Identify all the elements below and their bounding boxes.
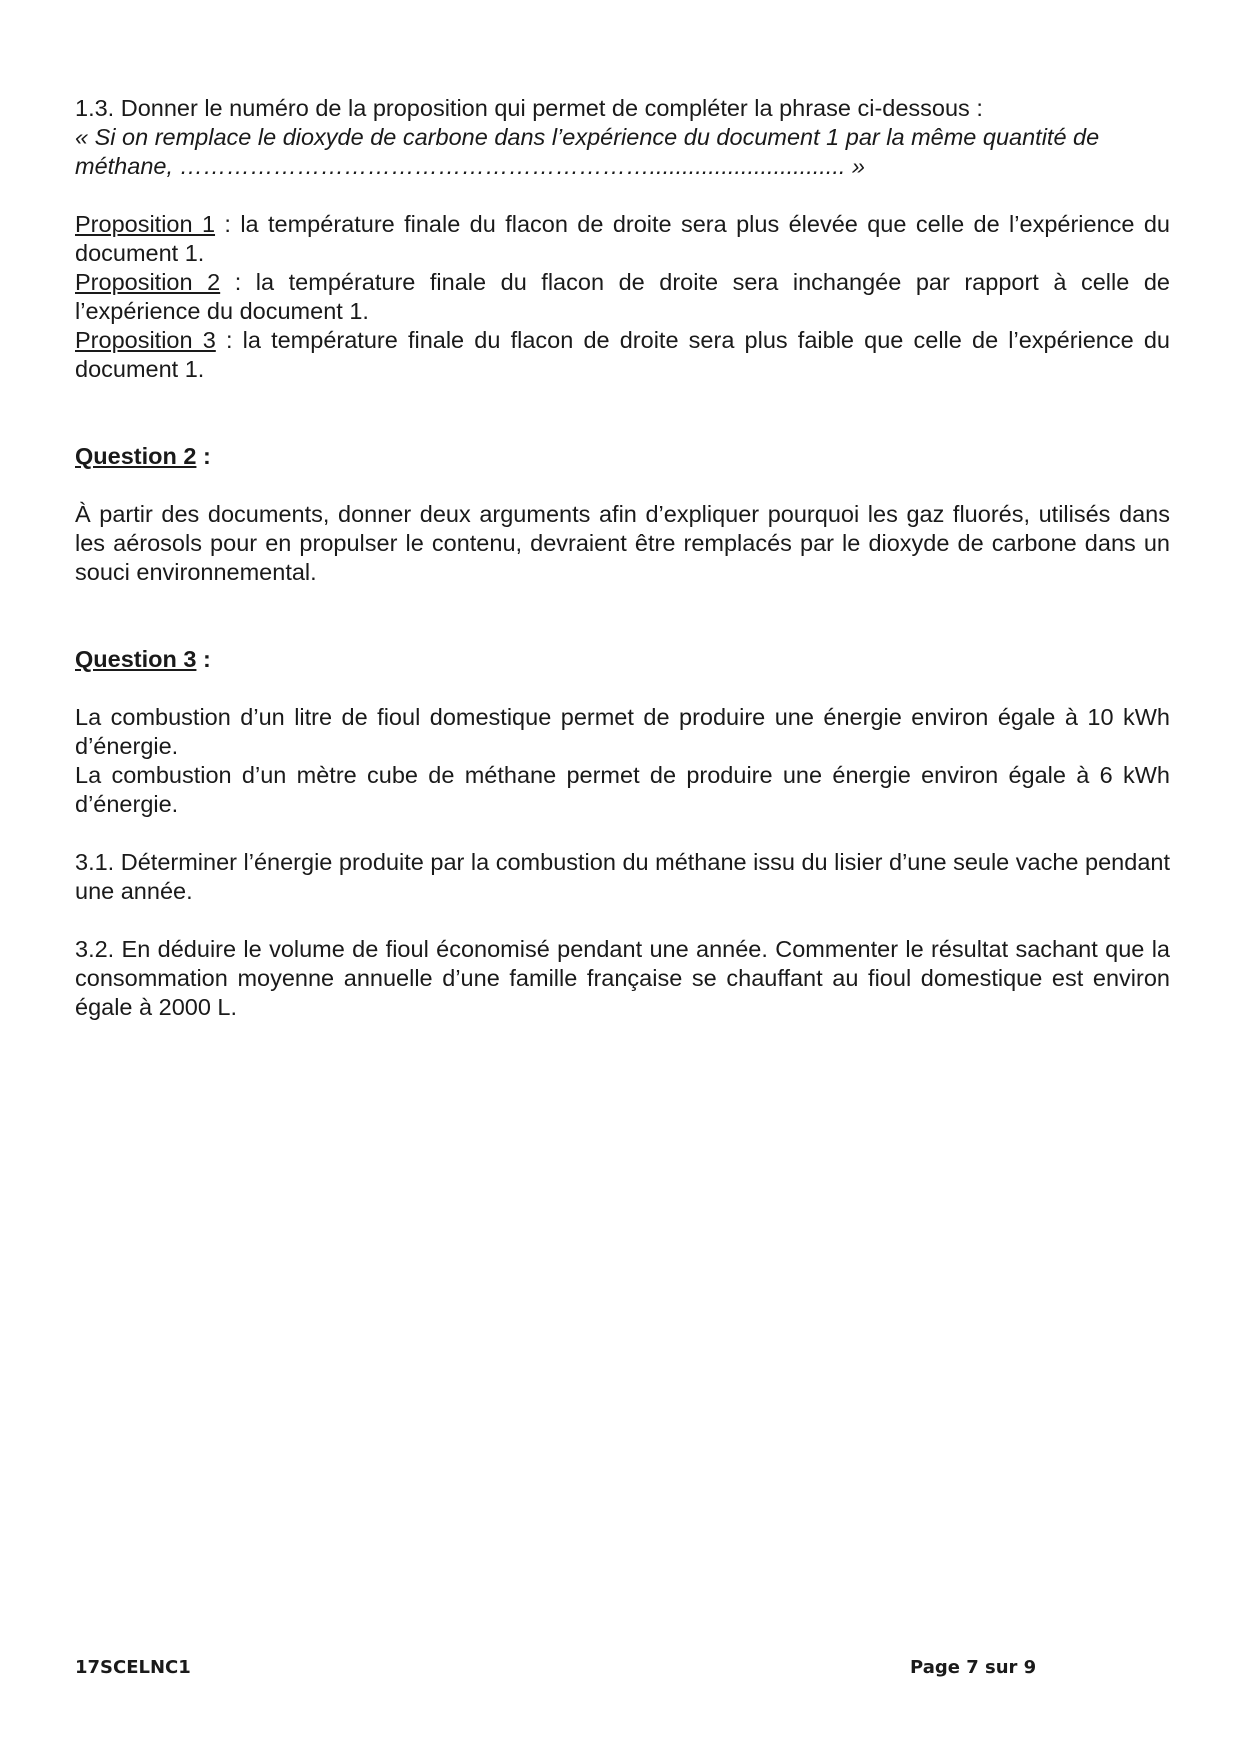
question-3-2: 3.2. En déduire le volume de fioul économisé pendant une année. Commenter le résultat sachant que la consommation moyenne annuelle d’une famille française se chauffant au fioul domestique est environ égale à 2000 L. <box>75 936 1170 1020</box>
proposition-3 <box>75 326 1170 384</box>
footer-page-number: Page 7 sur 9 <box>910 1657 1037 1678</box>
question-2-heading <box>75 442 1170 471</box>
spacer <box>75 384 1170 442</box>
footer-exam-code: 17SCELNC1 <box>75 1657 191 1678</box>
question-2-colon: : <box>196 443 211 469</box>
proposition-1-label: Proposition 1 <box>75 211 216 237</box>
q13-quote-line1: « Si on remplace le dioxyde de carbone dans l’expérience du document 1 par la même quantité de <box>75 124 1100 150</box>
question-3-fioul-energy: La combustion d’un litre de fioul domestique permet de produire une énergie environ égale à 10 kWh d’énergie. <box>75 704 1170 759</box>
proposition-1-text: : la température finale du flacon de droite sera plus élevée que celle de l’expérience du document 1. <box>75 211 1170 266</box>
exam-page-content <box>75 94 1170 1022</box>
proposition-3-text: : la température finale du flacon de droite sera plus faible que celle de l’expérience du document 1. <box>75 327 1170 382</box>
spacer <box>75 906 1170 935</box>
question-3-heading <box>75 645 1170 674</box>
question-3-1: 3.1. Déterminer l’énergie produite par la combustion du méthane issu du lisier d’une seule vache pendant une année. <box>75 849 1170 904</box>
proposition-3-label: Proposition 3 <box>75 327 216 353</box>
spacer <box>75 819 1170 848</box>
spacer <box>75 181 1170 210</box>
spacer <box>75 587 1170 645</box>
question-3-colon: : <box>196 646 211 672</box>
question-2-text: À partir des documents, donner deux arguments afin d’expliquer pourquoi les gaz fluorés, utilisés dans les aérosols pour en propulser le contenu, devraient être remplacés par le dioxyde de carbone dans un souci environnemental. <box>75 501 1170 585</box>
proposition-2-label: Proposition 2 <box>75 269 221 295</box>
question-2-title: Question 2 <box>75 443 197 469</box>
proposition-2 <box>75 268 1170 326</box>
spacer <box>75 674 1170 703</box>
q13-intro: 1.3. Donner le numéro de la proposition qui permet de compléter la phrase ci-dessous : <box>75 95 983 121</box>
q13-quote-line2: méthane, …………………………………………………….............................. » <box>75 153 865 179</box>
spacer <box>75 471 1170 500</box>
proposition-1 <box>75 210 1170 268</box>
question-3-title: Question 3 <box>75 646 197 672</box>
question-3-methane-energy: La combustion d’un mètre cube de méthane permet de produire une énergie environ égale à 6 kWh d’énergie. <box>75 762 1170 817</box>
proposition-2-text: : la température finale du flacon de droite sera inchangée par rapport à celle de l’expérience du document 1. <box>75 269 1170 324</box>
